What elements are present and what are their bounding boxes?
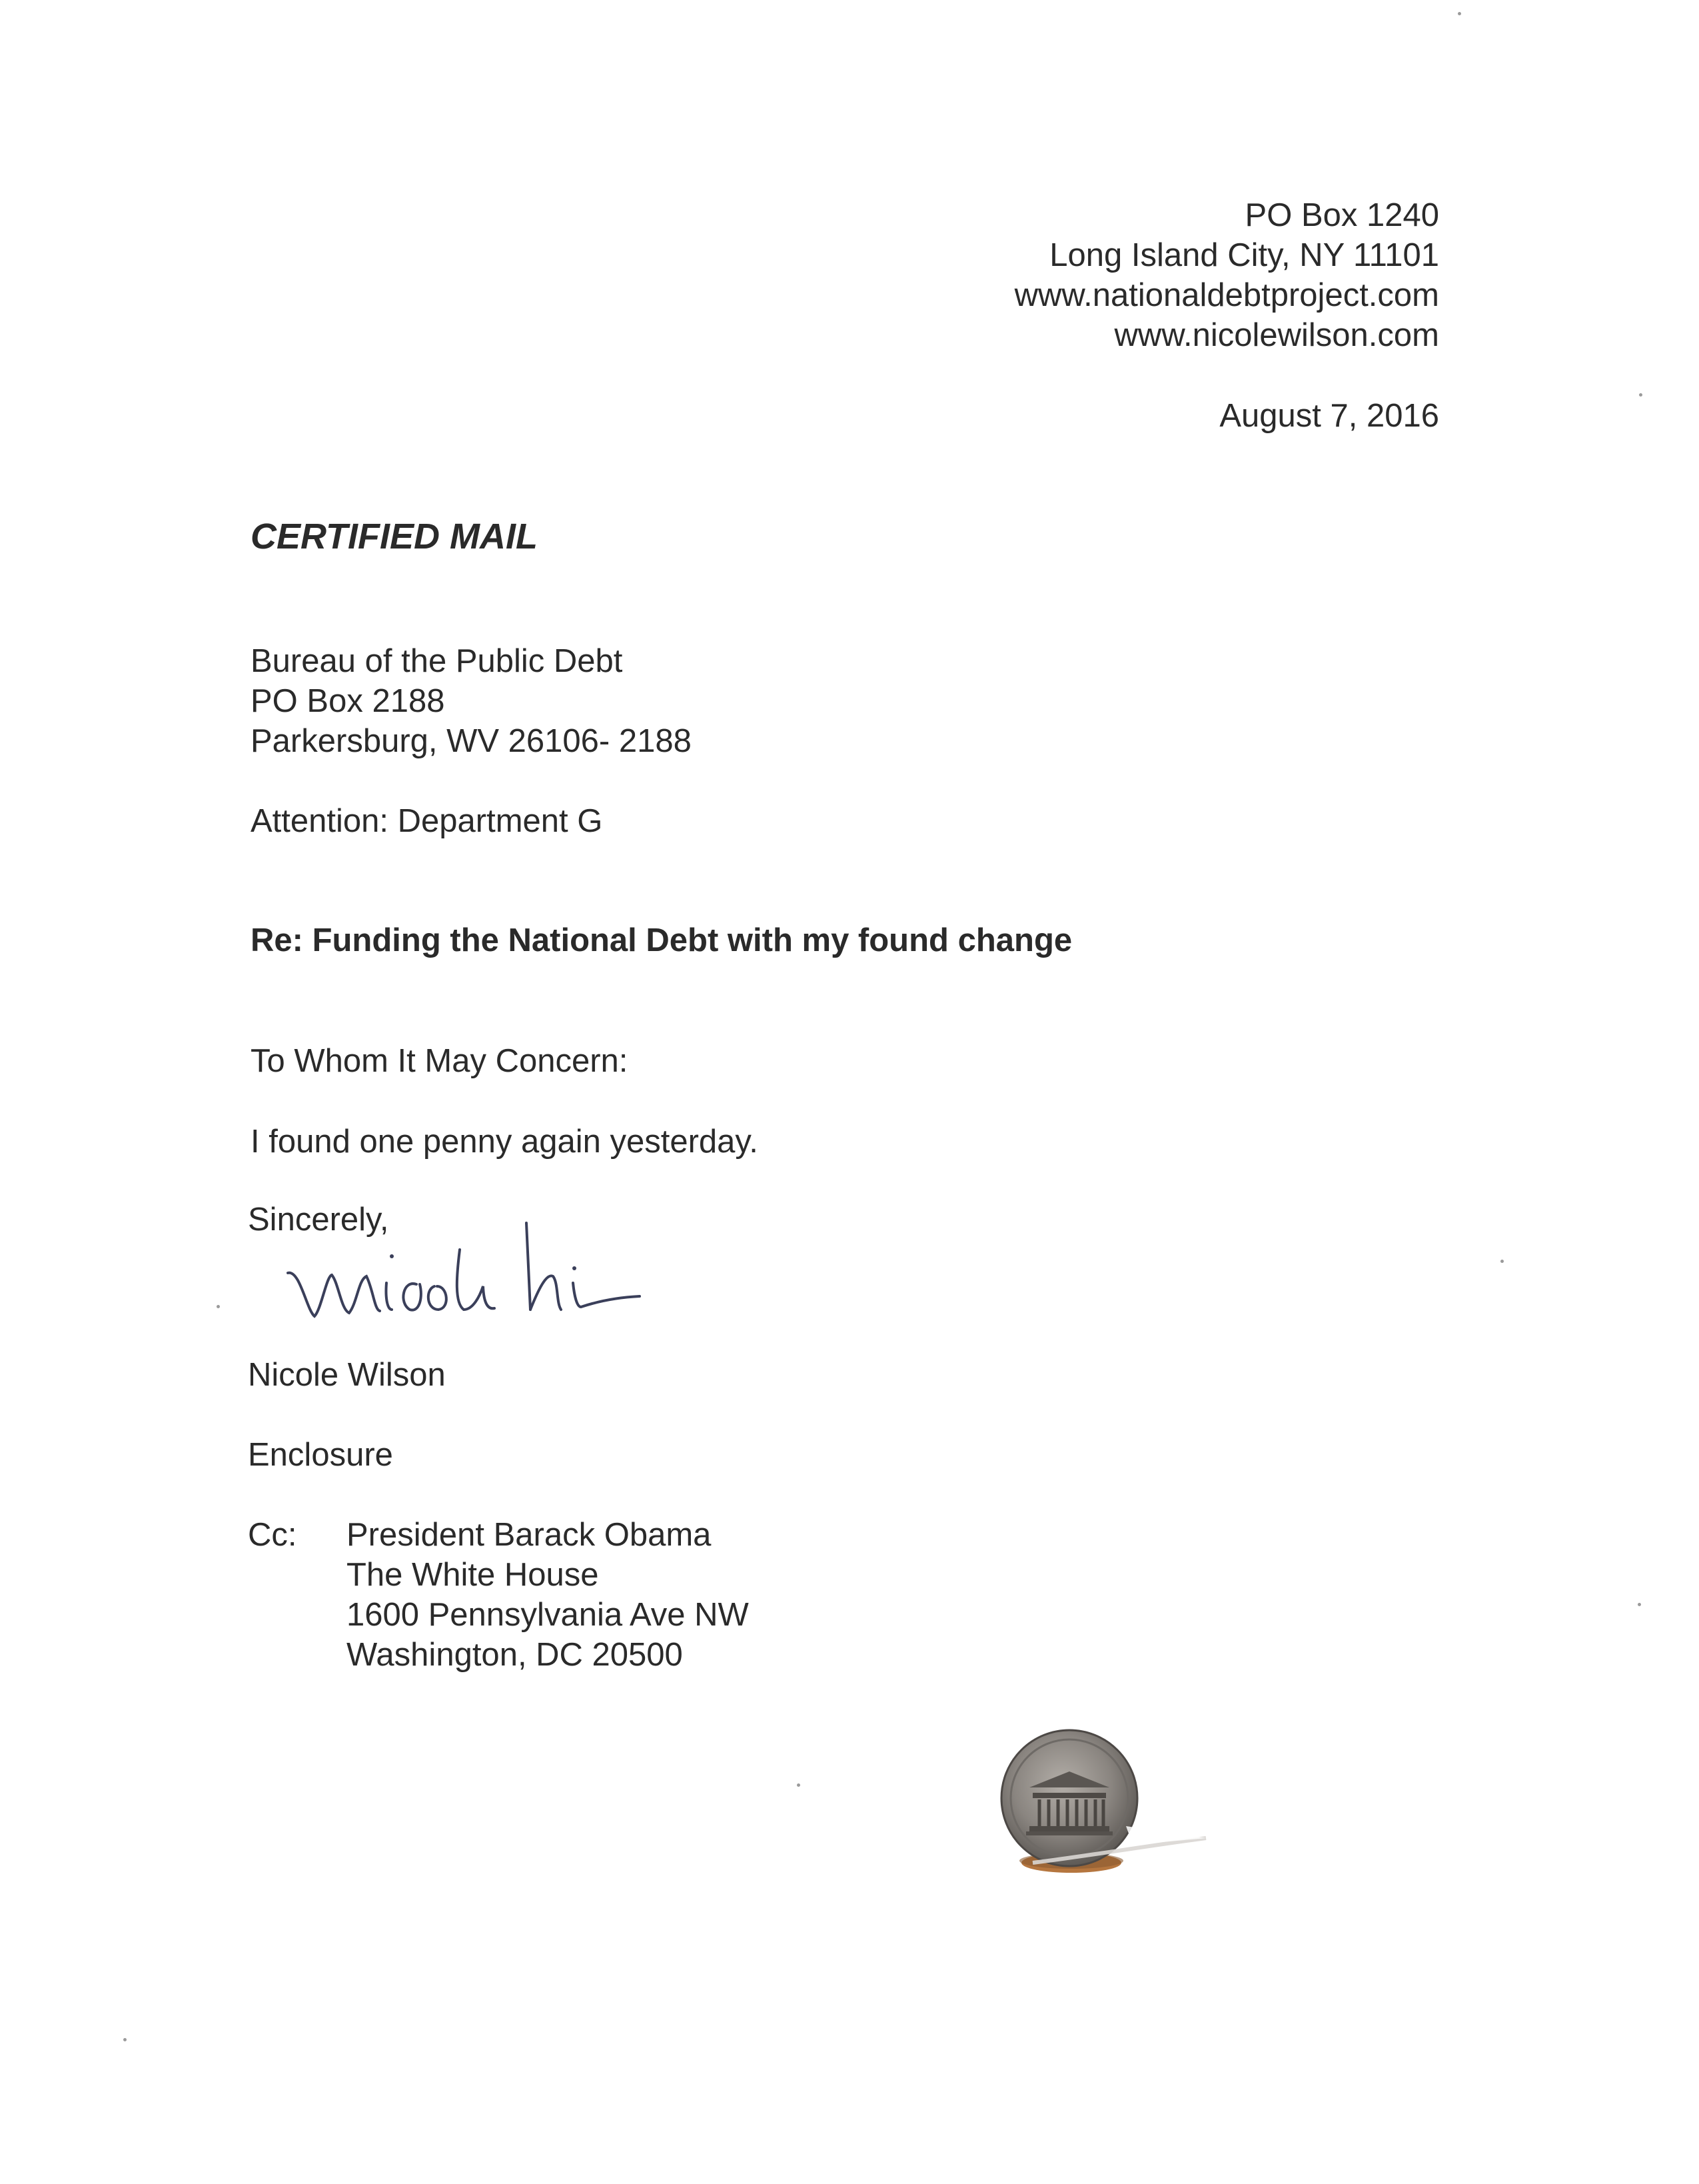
cc-address [346, 1515, 749, 1675]
handwritten-signature [280, 1210, 653, 1343]
certified-mail-heading: CERTIFIED MAIL [251, 517, 538, 556]
cc-city: Washington, DC 20500 [346, 1637, 683, 1673]
scan-speck [1639, 393, 1642, 397]
cc-label: Cc: [248, 1517, 297, 1553]
scan-speck [1638, 1603, 1641, 1606]
cc-street: 1600 Pennsylvania Ave NW [346, 1597, 749, 1633]
scan-speck [217, 1305, 220, 1308]
scan-speck [1458, 12, 1461, 15]
scan-speck [797, 1783, 800, 1787]
cc-building: The White House [346, 1557, 599, 1593]
recipient-po-box: PO Box 2188 [251, 683, 445, 719]
sender-website-project: www.nationaldebtproject.com [1014, 277, 1439, 313]
penny-coin-image [993, 1719, 1213, 1893]
letter-date: August 7, 2016 [1219, 398, 1439, 434]
cc-name: President Barack Obama [346, 1517, 712, 1553]
recipient-name: Bureau of the Public Debt [251, 643, 623, 679]
scan-speck [123, 2038, 127, 2041]
sender-website-personal: www.nicolewilson.com [1114, 317, 1439, 353]
sender-city: Long Island City, NY 11101 [1049, 237, 1439, 273]
attention-line: Attention: Department G [251, 803, 603, 839]
sender-address [1015, 195, 1439, 355]
scan-speck [1500, 1260, 1504, 1263]
salutation: To Whom It May Concern: [251, 1043, 628, 1079]
recipient-city: Parkersburg, WV 26106- 2188 [251, 723, 692, 759]
subject-line: Re: Funding the National Debt with my found change [251, 922, 1073, 958]
letter-body: I found one penny again yesterday. [251, 1124, 758, 1160]
signer-name: Nicole Wilson [248, 1357, 446, 1393]
sender-po-box: PO Box 1240 [1245, 197, 1439, 233]
closing: Sincerely, [248, 1202, 389, 1238]
enclosure-note: Enclosure [248, 1437, 393, 1473]
recipient-address [251, 641, 692, 761]
